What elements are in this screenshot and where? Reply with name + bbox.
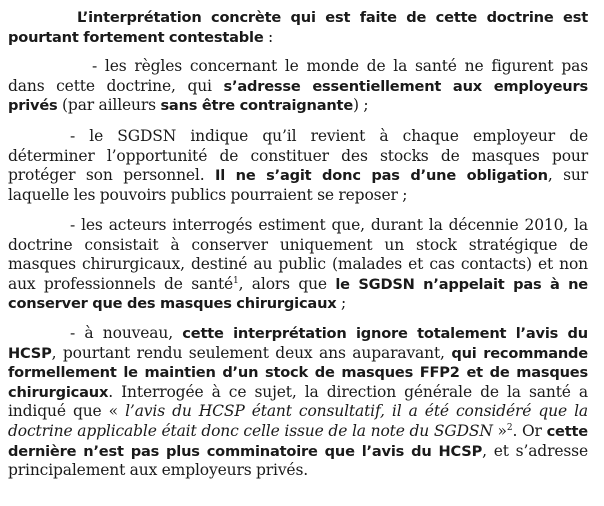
footnote-ref: 2 [506, 422, 513, 433]
paragraph-point-2-text [8, 127, 588, 204]
bold-text: cette interprétation ignore totalement l’avis du HCSP [8, 325, 588, 362]
text-run: - les règles concernant le monde de la santé ne figurent pas dans cette doctrine, qui [8, 57, 588, 95]
paragraph-point-1 [8, 57, 588, 116]
paragraph-point-1-text [8, 57, 588, 114]
paragraph-point-2 [8, 127, 588, 205]
paragraph-point-4-text [8, 324, 588, 479]
bold-text: L’interprétation concrète qui est faite de cette doctrine est pourtant fortement contestable [8, 9, 588, 46]
italic-text: l’avis du HCSP étant consultatif, il a été considéré que la doctrine applicable était donc celle issue de la note du SGDSN [8, 402, 588, 440]
paragraph-intro [8, 8, 588, 47]
bold-text: sans être contraignante [160, 97, 354, 115]
bold-text: qui recommande formellement le maintien d’un stock de masques FFP2 et de masques chirurgicaux [8, 344, 588, 401]
text-run: - le SGDSN indique qu’il revient à chaque employeur de déterminer l’opportunité de constituer des stocks de masques pour protéger son personnel. [8, 127, 588, 185]
text-run: . Interrogée à ce sujet, la direction générale de la santé a indiqué que « [8, 382, 588, 421]
bold-text: cette dernière n’est pas plus comminatoire que l’avis du HCSP [8, 422, 588, 460]
paragraph-point-3 [8, 216, 588, 314]
text-run: . Or [512, 421, 547, 440]
text-run: , sur laquelle les pouvoirs publics pourraient se reposer ; [8, 166, 588, 204]
paragraph-intro-text [8, 8, 588, 46]
text-run: ) ; [353, 96, 369, 115]
text-run: (par ailleurs [57, 96, 161, 115]
bold-text: Il ne s’agit donc pas d’une obligation [215, 167, 548, 185]
text-run: , et s’adresse principalement aux employeurs privés. [8, 441, 588, 480]
text-run: - les acteurs interrogés estiment que, durant la décennie 2010, la doctrine consistait à conserver uniquement un stock stratégique de masques chirurgicaux, destiné au public (malades et cas contacts) et non aux professionnels de santé [8, 216, 588, 293]
text-run: - à nouveau, [70, 324, 183, 342]
paragraph-point-3-text [8, 216, 588, 312]
bold-text: le SGDSN n’appelait pas à ne conserver que des masques chirurgicaux [8, 275, 588, 313]
text-run: : [263, 27, 274, 46]
footnote-ref: 1 [233, 275, 239, 286]
text-run: , alors que [238, 274, 336, 293]
text-run: , pourtant rendu seulement deux ans auparavant, [51, 343, 452, 362]
text-run: ; [336, 294, 347, 313]
bold-text: s’adresse essentiellement aux employeurs privés [8, 77, 588, 115]
text-run: » [492, 421, 507, 440]
paragraph-point-4 [8, 324, 588, 481]
